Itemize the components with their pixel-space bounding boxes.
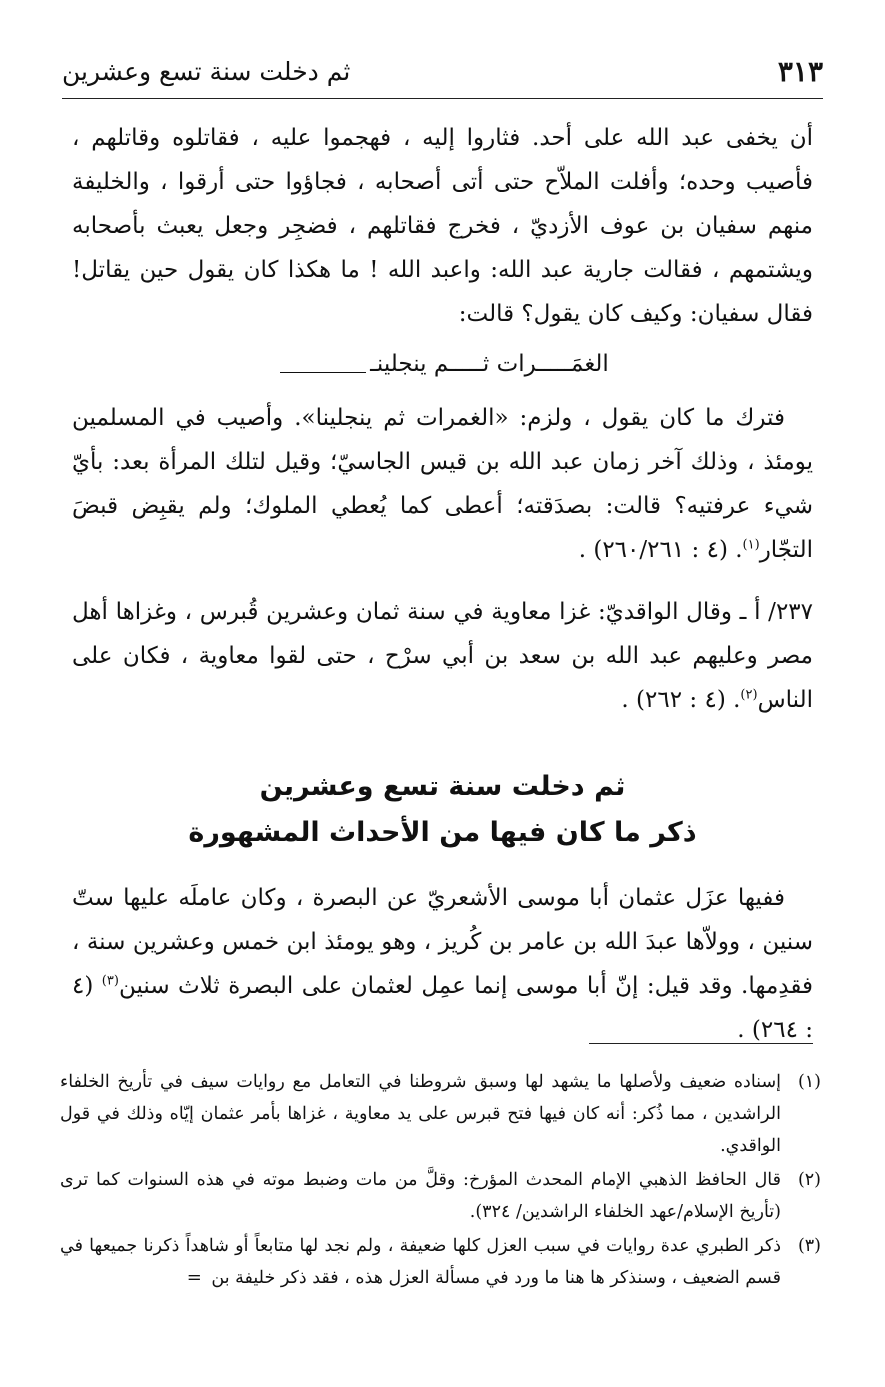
item-237 — [72, 590, 813, 722]
section-heading-year: ثم دخلت سنة تسع وعشرين — [259, 771, 626, 802]
footnote-1 — [60, 1066, 821, 1162]
running-title: ثم دخلت سنة تسع وعشرين — [62, 56, 351, 86]
paragraph-1: أن يخفى عبد الله على أحد. فثاروا إليه ، فهجموا عليه ، فقاتلوه وقاتلهم ، فأصيب وحده؛ وأفلت الملاّح حتى أتى أصحابه ، فجاؤوا حتى أرقوا ، والخليفة منهم سفيان بن عوف الأزديّ ، فخرج فقاتلهم ، فضجِر وجعل يعبث بأصحابه ويشتمهم ، فقالت جارية عبد الله: واعبد الله ! ما هكذا كان يقول حين يقاتل! فقال سفيان: وكيف كان يقول؟ قالت: — [72, 125, 813, 327]
section-heading-events: ذكر ما كان فيها من الأحداث المشهورة — [188, 817, 697, 848]
page-number: ٣١٣ — [777, 54, 823, 88]
paragraph-3 — [72, 876, 813, 1052]
footnote-number: (٢) — [797, 1170, 821, 1190]
page-header — [62, 44, 823, 99]
section-headings — [72, 764, 813, 856]
paragraph-2-source: . (٤ : ٢٦٠/٢٦١) . — [578, 537, 743, 563]
item-237-source: . (٤ : ٢٦٢) . — [621, 687, 741, 713]
continuation-mark: = — [186, 1267, 202, 1288]
footnote-number: (١) — [797, 1072, 821, 1092]
footnote-text — [60, 1230, 781, 1294]
footnote-3 — [60, 1230, 821, 1294]
footnote-divider — [589, 1043, 813, 1044]
footnote-text: إسناده ضعيف ولأصلها ما يشهد لها وسبق شروطنا في التعامل مع روايات سيف في تأريخ الخلفاء الراشدين ، مما ذُكر: أنه كان فيها فتح قبرس على يد معاوية ، غزاها بأمر عثمان إيّاه وذلك في قول الواقدي. — [60, 1072, 781, 1156]
footnote-number: (٣) — [797, 1236, 821, 1256]
paragraph-3-text: ففيها عزَل عثمان أبا موسى الأشعريّ عن البصرة ، وكان عاملَه عليها ستّ سنين ، وولاّها عبدَ الله بن عامر بن كُريز ، وهو يومئذ ابن خمس وعشرين سنة ، فقدِمها. وقد قيل: إنّ أبا موسى إنما عمِل لعثمان على البصرة ثلاث سنين — [72, 885, 814, 999]
footnote-ref-3[interactable]: (٣) — [101, 973, 119, 989]
footnote-ref-1[interactable]: (١) — [742, 537, 760, 553]
paragraph-2 — [72, 396, 813, 572]
paragraph-2-text: فترك ما كان يقول ، ولزم: «الغمرات ثم ينجلينا». وأصيب في المسلمين يومئذ ، وذلك آخر زمان عبد الله بن قيس الجاسيّ؛ وقيل لتلك المرأة بعد: بأيّ شيء عرفتيه؟ قالت: بصدَقته؛ أعطى كما يُعطي الملوك؛ ولم يقبِض قبضَ التجّار — [72, 405, 813, 563]
verse-stretch — [280, 358, 366, 373]
verse-line — [72, 342, 813, 386]
paragraph-3-source: (٤ : ٢٦٤) . — [72, 973, 813, 1043]
footnote-text: قال الحافظ الذهبي الإمام المحدث المؤرخ: وقلَّ من مات وضبط موته في هذه السنوات كما ترى (تأريخ الإسلام/عهد الخلفاء الراشدين/ ٣٢٤). — [60, 1170, 781, 1222]
footnotes — [60, 1066, 821, 1296]
verse-text: الغمَـــــرات ثـــــم ينجلينـ — [370, 351, 609, 377]
footnote-2 — [60, 1164, 821, 1228]
footnote-ref-2[interactable]: (٢) — [740, 687, 758, 703]
item-237-text: ٢٣٧/ أ ـ وقال الواقديّ: غزا معاوية في سنة ثمان وعشرين قُبرس ، وغزاها أهل مصر وعليهم عبد الله بن سعد بن أبي سرْح ، حتى لقوا معاوية ، فكان على الناس — [72, 599, 813, 713]
footnote-3-text: ذكر الطبري عدة روايات في سبب العزل كلها ضعيفة ، ولم نجد لها متابعاً أو شاهداً ذكرنا جميعها في قسم الضعيف ، وسنذكر ها هنا ما ورد في مسألة العزل هذه ، فقد ذكر خليفة بن — [60, 1236, 781, 1288]
main-text — [72, 116, 813, 1058]
